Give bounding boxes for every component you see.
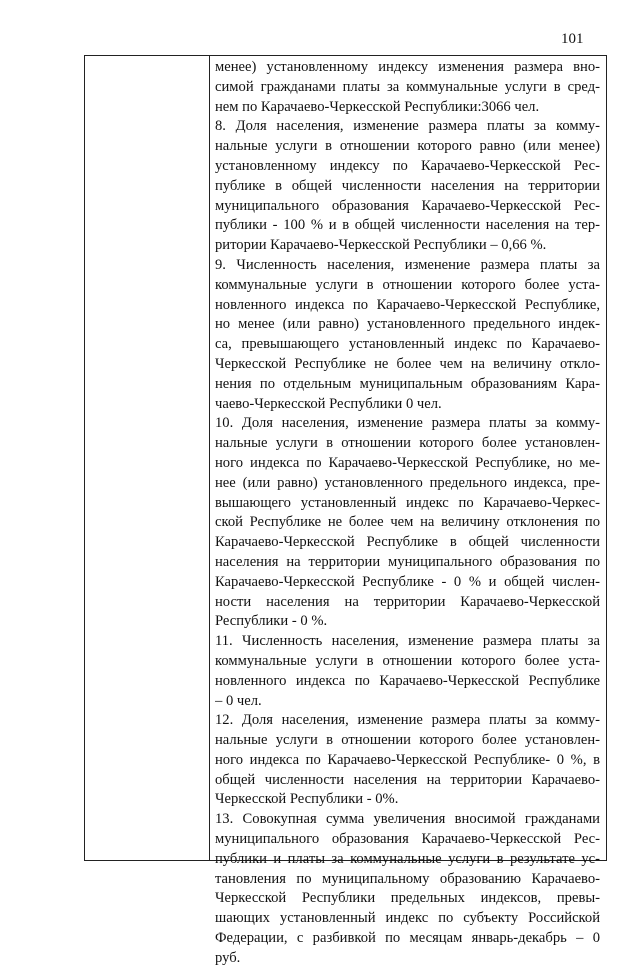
text-line: коммунальные услуги в отношении которого более уста- [215, 276, 600, 293]
text-line: общей численности населения на территории Карачаево- [215, 771, 600, 788]
text-line: са, превышающего установленный индекс по Карачаево- [215, 336, 600, 353]
text-line: муниципального образования Карачаево-Черкесской Рес- [215, 197, 600, 214]
text-line: 13. Совокупная сумма увеличения вносимой гражданами [215, 811, 600, 828]
text-line: менее) установленному индексу изменения размера вно- [215, 59, 600, 75]
page-number: 101 [561, 31, 584, 47]
text-line: установленному индексу по Карачаево-Черкесской Рес- [215, 157, 600, 174]
text-line: тановления по муниципальному образованию Карачаево- [215, 870, 600, 887]
text-line: Федерации, с разбивкой по месяцам январь-декабрь – 0 [215, 930, 600, 947]
table-left-cell [85, 56, 210, 860]
text-line: нальные услуги в отношении которого равно (или менее) [215, 138, 600, 155]
text-line: Карачаево-Черкесской Республике - 0 % и общей числен- [215, 573, 600, 590]
text-line: Черкесской Республики предельных индексов, превы- [215, 890, 600, 907]
text-line: вышающего установленный индекс по Карачаево-Черкес- [215, 494, 600, 511]
text-line: нения по отдельным муниципальным образованиям Кара- [215, 375, 600, 392]
text-line: Черкесской Республике не более чем на величину откло- [215, 355, 600, 372]
text-line: Республики - 0 %. [215, 613, 328, 630]
text-line: симой гражданами платы за коммунальные услуги в сред- [215, 78, 600, 95]
text-line: публики - 100 % и в общей численности населения на тер- [215, 217, 600, 234]
text-line: 9. Численность населения, изменение размера платы за [215, 256, 600, 273]
text-line: ской Республике не более чем на величину отклонения по [215, 514, 600, 531]
text-line: но менее (или равно) установленного предельного индек- [215, 316, 600, 333]
text-line: шающих установленный индекс по субъекту Российской [215, 910, 600, 927]
text-line: 11. Численность населения, изменение размера платы за [215, 633, 600, 650]
text-line: чаево-Черкесской Республики 0 чел. [215, 395, 442, 412]
text-line: 12. Доля населения, изменение размера платы за комму- [215, 712, 600, 729]
text-line: 10. Доля населения, изменение размера платы за комму- [215, 415, 600, 432]
document-table [84, 55, 607, 966]
text-line: руб. [215, 949, 241, 966]
text-line: нем по Карачаево-Черкесской Республики:3066 чел. [215, 98, 540, 115]
text-line: ного индекса по Карачаево-Черкесской Республике- 0 %, в [215, 751, 600, 768]
table-text-cell [210, 56, 606, 966]
text-line: Черкесской Республики - 0%. [215, 791, 399, 808]
text-line: публики и платы за коммунальные услуги в результате ус- [215, 850, 600, 867]
text-line: нальные услуги в отношении которого более установлен- [215, 732, 600, 749]
text-line: населения на территории муниципального образования по [215, 553, 600, 570]
text-line: 8. Доля населения, изменение размера платы за комму- [215, 118, 600, 135]
text-line: Карачаево-Черкесской Республике в общей численности [215, 534, 600, 551]
text-line: новленного индекса по Карачаево-Черкесской Республике, [215, 296, 600, 313]
text-line: нальные услуги в отношении которого более установлен- [215, 435, 600, 452]
text-line: ности населения на территории Карачаево-Черкесской [215, 593, 600, 610]
text-line: – 0 чел. [215, 692, 262, 709]
text-line: нее (или равно) установленного предельного индекса, пре- [215, 474, 600, 491]
text-line: ритории Карачаево-Черкесской Республики – 0,66 %. [215, 237, 547, 254]
text-line: новленного индекса по Карачаево-Черкесской Республике [215, 672, 600, 689]
text-line: коммунальные услуги в отношении которого более уста- [215, 652, 600, 669]
text-line: публике в общей численности населения на территории [215, 177, 600, 194]
text-line: муниципального образования Карачаево-Черкесской Рес- [215, 831, 600, 848]
text-line: ного индекса по Карачаево-Черкесской Республике, но ме- [215, 454, 600, 471]
